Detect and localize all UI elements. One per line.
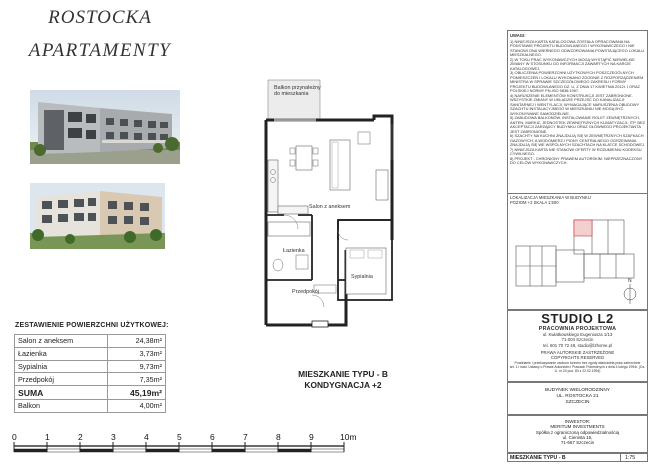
room-label-bedroom: Sypialnia: [351, 274, 373, 280]
area-name: Salon z aneksem: [15, 335, 108, 348]
notes-heading: UWAGI:: [510, 33, 526, 38]
room-label-living: Salon z aneksem: [309, 204, 351, 210]
note-item: 7) NINIEJSZA KARTA NIE STANOWI OFERTY W ROZUMIENIU KODEKSU CYWILNEGO.: [510, 146, 642, 156]
investor-text: [508, 419, 647, 445]
area-name: Sypialnia: [15, 360, 108, 373]
studio-addr-2: 71-004 Szczecin: [561, 337, 594, 343]
scale-segment: [146, 449, 179, 452]
note-item: 5) ZABUDOWA BALKONÓW, INSTALOWANIE ROLET ZEWNĘTRZNYCH, ANTEN, MARKIZ, JEDNOSTEK ZEWNĘTRZNYCH KLIMATYZACJI, ITP. BEZ AKCEPTACJI ZARZĄDCY BUDYNKU ORAZ GŁÓWNEGO PROJEKTANTA JEST ZABRONIONE.: [510, 115, 645, 134]
table-row: [15, 360, 166, 373]
sum-name: SUMA: [15, 386, 108, 400]
area-value: 9,73m²: [108, 360, 166, 373]
note-item: 8) PROJEKT - CHRONIONY PRAWEM AUTORSKIM. NIEPRZEZNACZONY DO CELÓW WYKONAWCZYCH.: [510, 155, 643, 165]
scale-segment: [212, 449, 245, 452]
scale-segment: [311, 449, 344, 452]
balcony-label-line-1: Balkon przynależny: [274, 85, 321, 91]
scale-bar: [10, 432, 357, 466]
note-item: 2) W TOKU PRAC WYKONAWCZYCH MOGĄ WYSTĄPIĆ NIEWIELKIE ZMIANY W STOSUNKU DO INFORMACJI ZAWARTYCH NA KARCIE KATALOGOWEJ.: [510, 56, 635, 71]
sum-value: 45,19m²: [108, 386, 166, 400]
building-text: [508, 388, 647, 406]
floor-plan: [246, 80, 436, 330]
room-label-bath: Łazienka: [283, 248, 305, 254]
scale-label: 7: [243, 432, 248, 442]
apartment-caption: [272, 369, 414, 391]
studio-details: [508, 327, 647, 373]
location-plan: [512, 212, 646, 308]
caption-floor: KONDYGNACJA +2: [304, 380, 382, 390]
scale-segment: [47, 449, 80, 452]
studio-name: STUDIO L2: [541, 311, 614, 326]
room-label-hall: Przedpokój: [292, 289, 319, 295]
table-row: [15, 335, 166, 348]
note-item: 3) OBLICZENIA POWIERZCHNI UŻYTKOWYCH POSZCZEGÓLNYCH POMIESZCZEŃ I LOKALU WYKONANO ZGODNIE Z ROZPORZĄDZENIEM MINISTRA W SPRAWIE SZCZEGÓŁOWEGO ZAKRESU I FORMY PROJEKTU BUDOWLANEGO DZ. U. Z DNIA 17 KWIETNIA 2012r. I ORAZ POLSKIEJ NORMY PN-ISO 9836:1997.: [510, 70, 644, 93]
investor-addr-1: ul. Cienista 16,: [562, 434, 593, 440]
scale-label: 6: [210, 432, 215, 442]
brand-logo: [20, 6, 180, 64]
footer-title: MIESZKANIE TYPU - B: [510, 455, 566, 461]
brand-line-1: ROSTOCKA: [48, 7, 152, 28]
building-render-1: [30, 90, 180, 164]
scale-label: 1: [45, 432, 50, 442]
scale-label: 0: [12, 432, 17, 442]
balcony-label: [274, 85, 321, 97]
studio-sub: PRACOWNIA PROJEKTOWA: [538, 326, 617, 332]
area-value: 7,35m²: [108, 373, 166, 386]
location-title: LOKALIZACJA MIESZKANIA W BUDYNKU: [510, 195, 591, 200]
location-level: POZIOM +2 SKALA 1:500: [510, 200, 559, 205]
area-name: Łazienka: [15, 347, 108, 360]
sum-row: [15, 386, 166, 400]
balcony-row: [15, 399, 166, 412]
highlighted-apartment: [574, 220, 592, 236]
location-text: [510, 195, 591, 205]
studio-addr-1: ul. Kwiatkowskiego Eugeniusza 1/13: [542, 332, 613, 338]
studio-contact: tel. 601 70 72 48, studio@l2home.pl: [543, 342, 612, 348]
brand-line-2: APARTAMENTY: [28, 40, 172, 61]
area-value: 3,73m²: [108, 347, 166, 360]
note-item: 1) NINIEJSZA KARTA KATALOGOWA ZOSTAŁA OPRACOWANA NA PODSTAWIE PROJEKTU BUDOWLANEGO I WYKONAWCZEGO I NIE STANOWI ONA WIERNEGO ODWZOROWANIA POWSTAJĄCEGO LOKALU MIESZKALNEGO.: [510, 38, 645, 57]
svg-text:N: N: [628, 278, 632, 284]
scale-segment: [14, 449, 47, 452]
table-row: [15, 373, 166, 386]
note-item: 6) SZACHTY NA KUCHNI ZNAJDUJĄ SIĘ W ZEWNĘTRZNYCH SZAFKACH GAZOWYCH, A WODOMIERZ I PIONY CENTRALNEGO OGRZEWANIA ZNAJDUJĄ SIĘ WE WSPÓLNYCH SZACHTACH NA KLATCE SCHODOWEJ.: [510, 133, 645, 147]
building-type: BUDYNEK WIELORODZINNY: [544, 388, 611, 393]
areas-table: [14, 334, 166, 413]
investor-name: MERITUM INVESTMENTS: [550, 424, 605, 430]
building-street: UL. ROSTOCKA 21: [556, 394, 599, 399]
scale-label: 5: [177, 432, 182, 442]
areas-title: ZESTAWIENIE POWIERZCHNI UŻYTKOWEJ:: [15, 322, 169, 329]
scale-label: 9: [309, 432, 314, 442]
scale-segment: [113, 449, 146, 452]
scale-label: 8: [276, 432, 281, 442]
scale-label: 3: [111, 432, 116, 442]
rights-1: PRAWA AUTORSKIE ZASTRZEŻONE: [540, 349, 615, 355]
investor-company: Spółka z ograniczoną odpowiedzialnością: [535, 429, 620, 435]
legal-1: Powielanie i przekazywanie osobom trzecim bez zgody właściciela praw zabronione: [514, 361, 641, 366]
area-value: 24,38m²: [108, 335, 166, 348]
scale-segment: [179, 449, 212, 452]
notes-block: [510, 34, 647, 194]
scale-label: 2: [78, 432, 83, 442]
caption-type: MIESZKANIE TYPU - B: [298, 369, 388, 379]
scale-segment: [278, 449, 311, 452]
rights-2: COPYRIGHTS RESERVED: [550, 355, 605, 361]
note-item: WSZYSTKIE ZMIANY W UKŁADZIE PRZEJŚĆ DO KANALIZACJI SANITARNEJ I WENTYLACJI, WYMAGAJĄCE NARUSZENIA OBUDOWY SZACHTU INSTALACYJNEGO W MIESZKANIU NIE MOGĄ BYĆ WYKONYWANE SAMODZIELNIE.: [510, 97, 640, 116]
investor-addr-2: 71-667 Szczecin: [560, 440, 595, 446]
note-item: 4) NARUSZENIE ELEMENTÓW KONSTRUKCJI JEST ZABRONIONE.: [510, 92, 633, 98]
footer-divider: [620, 453, 621, 462]
footer-scale: 1:75: [625, 455, 636, 461]
building-render-2: [30, 183, 165, 249]
scale-label: 4: [144, 432, 149, 442]
scale-label: 10m: [340, 432, 357, 442]
legal-2: art. 1 i nast. Ustawy o Prawie Autorskim i Prawach Pokrewnych z dnia 4 lutego 1994r. (Dz. U. nr 24 poz. 83 z 22.02.1994): [509, 365, 646, 374]
table-row: [15, 347, 166, 360]
scale-segment: [80, 449, 113, 452]
investor-label: INWESTOR:: [564, 419, 591, 424]
building-city: SZCZECIN: [565, 400, 590, 405]
area-name: Przedpokój: [15, 373, 108, 386]
scale-segment: [245, 449, 278, 452]
balcony-value: 4,00m²: [108, 399, 166, 412]
balcony-name: Balkon: [15, 399, 108, 412]
balcony-label-line-2: do mieszkania: [274, 91, 309, 97]
